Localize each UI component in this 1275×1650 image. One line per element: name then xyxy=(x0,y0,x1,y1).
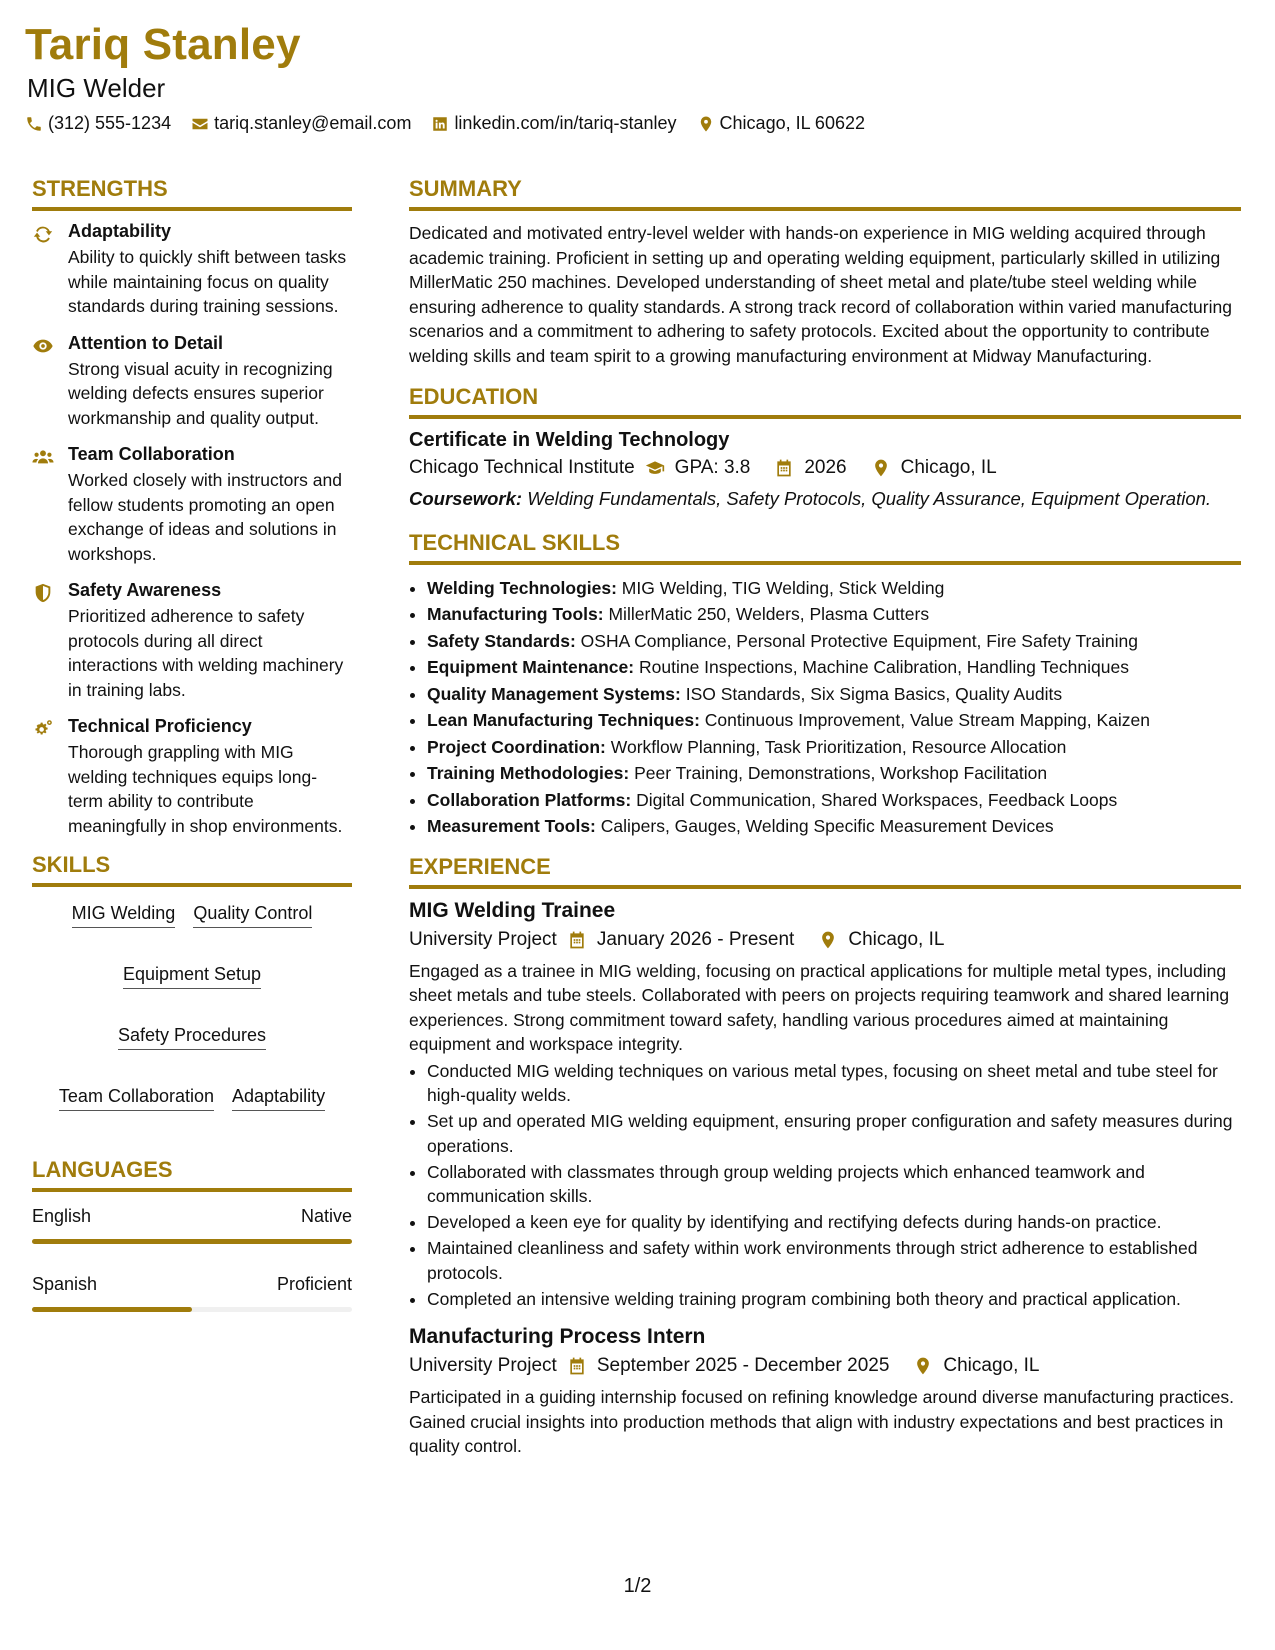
summary-heading: SUMMARY xyxy=(409,176,1241,211)
job-dates: January 2026 - Present xyxy=(596,928,795,950)
strengths-heading: STRENGTHS xyxy=(32,176,352,211)
contact-email[interactable] xyxy=(191,113,411,134)
job-bullet: • Conducted MIG welding techniques on various metal types, focusing on sheet metal and tube steel for high-quality welds. xyxy=(427,1059,1241,1108)
skill-value: Continuous Improvement, Value Stream Mapping, Kaizen xyxy=(704,710,1150,730)
job-location: Chicago, IL xyxy=(848,928,945,950)
language-row xyxy=(32,1206,352,1227)
email-link[interactable]: tariq.stanley@email.com xyxy=(214,113,412,133)
skill-value: OSHA Compliance, Personal Protective Equipment, Fire Safety Training xyxy=(580,630,1139,651)
graduation-year: 2026 xyxy=(804,457,847,478)
calendar-icon xyxy=(567,1356,587,1376)
skill-tag: Safety Procedures xyxy=(118,1025,266,1050)
language-item xyxy=(32,1206,352,1244)
shield-icon xyxy=(32,582,54,604)
graduation-cap-icon xyxy=(645,458,665,478)
coursework-label: Coursework: xyxy=(409,488,523,509)
page-number: 1/2 xyxy=(623,1575,652,1597)
skill-tag: Adaptability xyxy=(232,1086,325,1111)
language-level: Proficient xyxy=(276,1274,352,1294)
left-column xyxy=(32,176,352,1312)
right-column xyxy=(409,176,1241,1459)
coursework xyxy=(409,487,1241,512)
skill-value: Workflow Planning, Task Prioritization, Resource Allocation xyxy=(610,736,1067,757)
language-name: Spanish xyxy=(32,1274,98,1294)
map-pin-icon xyxy=(818,930,838,950)
job-org: University Project xyxy=(409,928,557,950)
skill-tag: Equipment Setup xyxy=(123,964,261,989)
language-bar xyxy=(32,1239,352,1244)
job-bullet: • Collaborated with classmates through group welding projects which enhanced teamwork and communication skills. xyxy=(427,1160,1241,1209)
strength-title: Team Collaboration xyxy=(68,444,235,464)
strength-title: Adaptability xyxy=(68,221,172,241)
contact-bar xyxy=(25,113,865,134)
technical-skill-item xyxy=(427,760,1241,787)
education-location: Chicago, IL xyxy=(900,457,997,478)
language-bar-fill xyxy=(32,1307,192,1312)
skill-label: Training Methodologies: xyxy=(427,763,630,783)
strength-item xyxy=(32,716,352,838)
language-row xyxy=(32,1274,352,1295)
candidate-title: MIG Welder xyxy=(27,73,166,103)
skill-label: Collaboration Platforms: xyxy=(427,789,632,810)
job-dates: September 2025 - December 2025 xyxy=(596,1355,890,1376)
skill-label: Safety Standards: xyxy=(427,630,576,651)
strength-item xyxy=(32,333,352,431)
technical-skill-item xyxy=(427,628,1241,655)
technical-skill-item xyxy=(427,813,1241,840)
job-title: Manufacturing Process Intern xyxy=(409,1325,706,1348)
strength-item xyxy=(32,221,352,319)
technical-skill-item xyxy=(427,707,1241,734)
strength-desc: Thorough grappling with MIG welding techniques equips long-term ability to contribute meaningfully in shop environments. xyxy=(68,742,343,836)
technical-skill-item xyxy=(427,787,1241,814)
technical-skills-list xyxy=(409,575,1241,840)
strength-desc: Prioritized adherence to safety protocols during all direct interactions with welding machinery in training labs. xyxy=(68,606,344,700)
strength-title: Safety Awareness xyxy=(68,580,222,600)
technical-skill-item xyxy=(427,734,1241,761)
eye-icon xyxy=(32,335,54,357)
strength-item xyxy=(32,444,352,566)
skill-value: Digital Communication, Shared Workspaces, Feedback Loops xyxy=(636,789,1118,810)
map-pin-icon xyxy=(697,115,715,133)
job-location: Chicago, IL xyxy=(943,1355,1040,1376)
job-bullet: • Set up and operated MIG welding equipment, ensuring proper configuration and safety measures during operations. xyxy=(427,1109,1241,1158)
technical-skill-item xyxy=(427,654,1241,681)
linkedin-link[interactable]: linkedin.com/in/tariq-stanley xyxy=(454,113,677,133)
technical-skill-item xyxy=(427,681,1241,708)
strength-desc: Worked closely with instructors and fellow students promoting an open exchange of ideas and solutions in workshops. xyxy=(68,470,342,564)
phone-icon xyxy=(25,115,43,133)
skill-tag: Quality Control xyxy=(193,903,312,928)
skill-value: ISO Standards, Six Sigma Basics, Quality Audits xyxy=(685,683,1063,704)
education-heading: EDUCATION xyxy=(409,384,1241,419)
experience-heading: EXPERIENCE xyxy=(409,854,1241,889)
sync-icon xyxy=(32,223,54,245)
gears-icon xyxy=(32,718,54,740)
job-description: Engaged as a trainee in MIG welding, focusing on practical applications for multiple metal types, including sheet metals and tube steels. Collaborated with peers on projects requiring teamwork and shared learning experiences. Strong commitment toward safety, handling various procedures aimed at maintaining equipment and workspace integrity. xyxy=(409,960,1230,1054)
languages-heading: LANGUAGES xyxy=(32,1157,352,1192)
phone-text: (312) 555-1234 xyxy=(48,113,172,133)
job-bullets xyxy=(409,1059,1241,1312)
calendar-icon xyxy=(567,930,587,950)
envelope-icon xyxy=(191,115,209,133)
technical-skill-item xyxy=(427,575,1241,602)
job-bullet: • Developed a keen eye for quality by identifying and rectifying defects during hands-on practice. xyxy=(427,1210,1241,1235)
map-pin-icon xyxy=(871,458,891,478)
skill-label: Quality Management Systems: xyxy=(427,683,681,704)
degree-title: Certificate in Welding Technology xyxy=(409,429,730,451)
skill-value: MillerMatic 250, Welders, Plasma Cutters xyxy=(608,604,930,624)
technical-skill-item xyxy=(427,601,1241,628)
strength-title: Technical Proficiency xyxy=(68,716,252,736)
strength-title: Attention to Detail xyxy=(68,332,223,353)
language-level: Native xyxy=(300,1206,352,1226)
location-text: Chicago, IL 60622 xyxy=(719,113,865,133)
skills-list xyxy=(32,897,352,1121)
job-entry xyxy=(409,1325,1241,1459)
skills-heading: SKILLS xyxy=(32,852,352,887)
job-title: MIG Welding Trainee xyxy=(409,898,616,922)
job-bullet: • Completed an intensive welding training program combining both theory and practical application. xyxy=(427,1287,1241,1312)
language-name: English xyxy=(32,1206,92,1226)
gpa-text: GPA: 3.8 xyxy=(674,457,751,478)
job-bullet: • Maintained cleanliness and safety within work environments through strict adherence to established protocols. xyxy=(427,1236,1241,1285)
map-pin-icon xyxy=(913,1356,933,1376)
users-icon xyxy=(32,446,54,468)
contact-location xyxy=(697,113,865,134)
school-name: Chicago Technical Institute xyxy=(409,457,635,478)
skill-value: Routine Inspections, Machine Calibration, Handling Techniques xyxy=(638,657,1129,677)
job-description: Participated in a guiding internship focused on refining knowledge around diverse manufacturing practices. Gained crucial insights into production methods that align with industry expectations and best practices in quality control. xyxy=(409,1387,1234,1456)
skill-label: Welding Technologies: xyxy=(427,577,617,598)
job-meta xyxy=(409,1355,1241,1377)
skill-label: Measurement Tools: xyxy=(427,816,596,836)
skill-value: MIG Welding, TIG Welding, Stick Welding xyxy=(621,577,945,598)
contact-linkedin[interactable] xyxy=(431,113,676,134)
language-item xyxy=(32,1274,352,1312)
linkedin-icon xyxy=(431,115,449,133)
summary-text: Dedicated and motivated entry-level welder with hands-on experience in MIG welding acquired through academic training. Proficient in setting up and operating welding equipment, particularly skilled in utilizing MillerMatic 250 machines. Developed understanding of sheet metal and plate/tube steel welding while ensuring adherence to quality standards. A strong track record of collaboration within varied manufacturing scenarios and a commitment to adhering to safety protocols. Excited about the opportunity to contribute welding skills and team spirit to a growing manufacturing environment at Midway Manufacturing. xyxy=(409,223,1232,366)
calendar-icon xyxy=(774,458,794,478)
contact-phone xyxy=(25,113,171,134)
strength-item xyxy=(32,580,352,702)
coursework-list: Welding Fundamentals, Safety Protocols, Quality Assurance, Equipment Operation. xyxy=(527,488,1212,509)
skill-value: Peer Training, Demonstrations, Workshop Facilitation xyxy=(634,763,1048,783)
candidate-name: Tariq Stanley xyxy=(25,20,301,69)
skill-value: Calipers, Gauges, Welding Specific Measurement Devices xyxy=(600,816,1054,836)
language-bar-fill xyxy=(32,1239,352,1244)
job-meta xyxy=(409,929,1241,951)
job-org: University Project xyxy=(409,1355,557,1376)
strength-desc: Ability to quickly shift between tasks while maintaining focus on quality standards during training sessions. xyxy=(68,247,347,316)
technical-skills-heading: TECHNICAL SKILLS xyxy=(409,530,1241,565)
skill-tag: MIG Welding xyxy=(72,903,176,928)
job-entry xyxy=(409,899,1241,1312)
skill-label: Lean Manufacturing Techniques: xyxy=(427,710,700,730)
skill-label: Project Coordination: xyxy=(427,736,606,757)
skill-tag: Team Collaboration xyxy=(59,1086,214,1111)
skill-label: Manufacturing Tools: xyxy=(427,604,604,624)
language-bar xyxy=(32,1307,352,1312)
education-meta xyxy=(409,457,1241,479)
strength-desc: Strong visual acuity in recognizing welding defects ensures superior workmanship and quality output. xyxy=(68,358,333,428)
skill-label: Equipment Maintenance: xyxy=(427,657,635,677)
